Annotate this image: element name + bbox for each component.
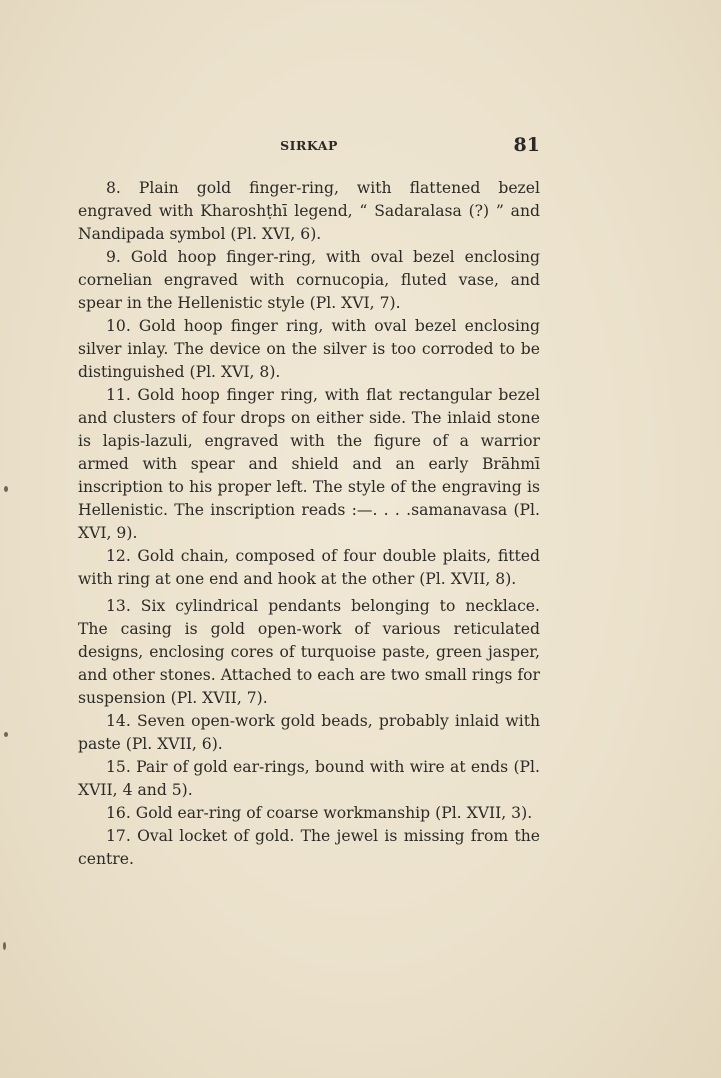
catalogue-entry-8: 8. Plain gold finger-ring, with flattened bezel engraved with Kharoshṭhī legend, “ Sadaralasa (?) ” and Nandipada symbol (Pl. XVI, 6).: [78, 179, 540, 243]
catalogue-entry-9: 9. Gold hoop finger-ring, with oval bezel enclosing cornelian engraved with cornucopia, fluted vase, and spear in the Hellenistic style (Pl. XVI, 7).: [78, 248, 540, 312]
catalogue-entry-17: 17. Oval locket of gold. The jewel is missing from the centre.: [78, 827, 540, 868]
catalogue-entry-10: 10. Gold hoop finger ring, with oval bezel enclosing silver inlay. The device on the silver is too corroded to be distinguished (Pl. XVI, 8).: [78, 317, 540, 381]
margin-speck: [3, 942, 6, 950]
margin-speck: [4, 732, 8, 737]
catalogue-entry-13: 13. Six cylindrical pendants belonging to necklace. The casing is gold open-work of various reticulated designs, enclosing cores of turquoise paste, green jasper, and other stones. Attached to each are two small rings for suspension (Pl. XVII, 7).: [78, 597, 540, 707]
catalogue-entry-16: 16. Gold ear-ring of coarse workmanship (Pl. XVII, 3).: [106, 804, 533, 822]
catalogue-entry-15: 15. Pair of gold ear-rings, bound with wire at ends (Pl. XVII, 4 and 5).: [78, 758, 540, 799]
catalogue-entry-11: 11. Gold hoop finger ring, with flat rectangular bezel and clusters of four drops on either side. The inlaid stone is lapis-lazuli, engraved with the figure of a warrior armed with spear and shield and an early Brāhmī inscription to his proper left. The style of the engraving is Hellenistic. The inscription reads :—. . . .samanavasa (Pl. XVI, 9).: [78, 386, 540, 542]
running-head: SIRKAP: [280, 138, 338, 153]
page-number: 81: [513, 134, 540, 156]
catalogue-entry-12: 12. Gold chain, composed of four double plaits, fitted with ring at one end and hook at the other (Pl. XVII, 8).: [78, 547, 540, 588]
body-text: [78, 177, 540, 871]
catalogue-entry-14: 14. Seven open-work gold beads, probably inlaid with paste (Pl. XVII, 6).: [78, 712, 540, 753]
page-header: [78, 134, 540, 158]
margin-speck: [4, 486, 8, 492]
